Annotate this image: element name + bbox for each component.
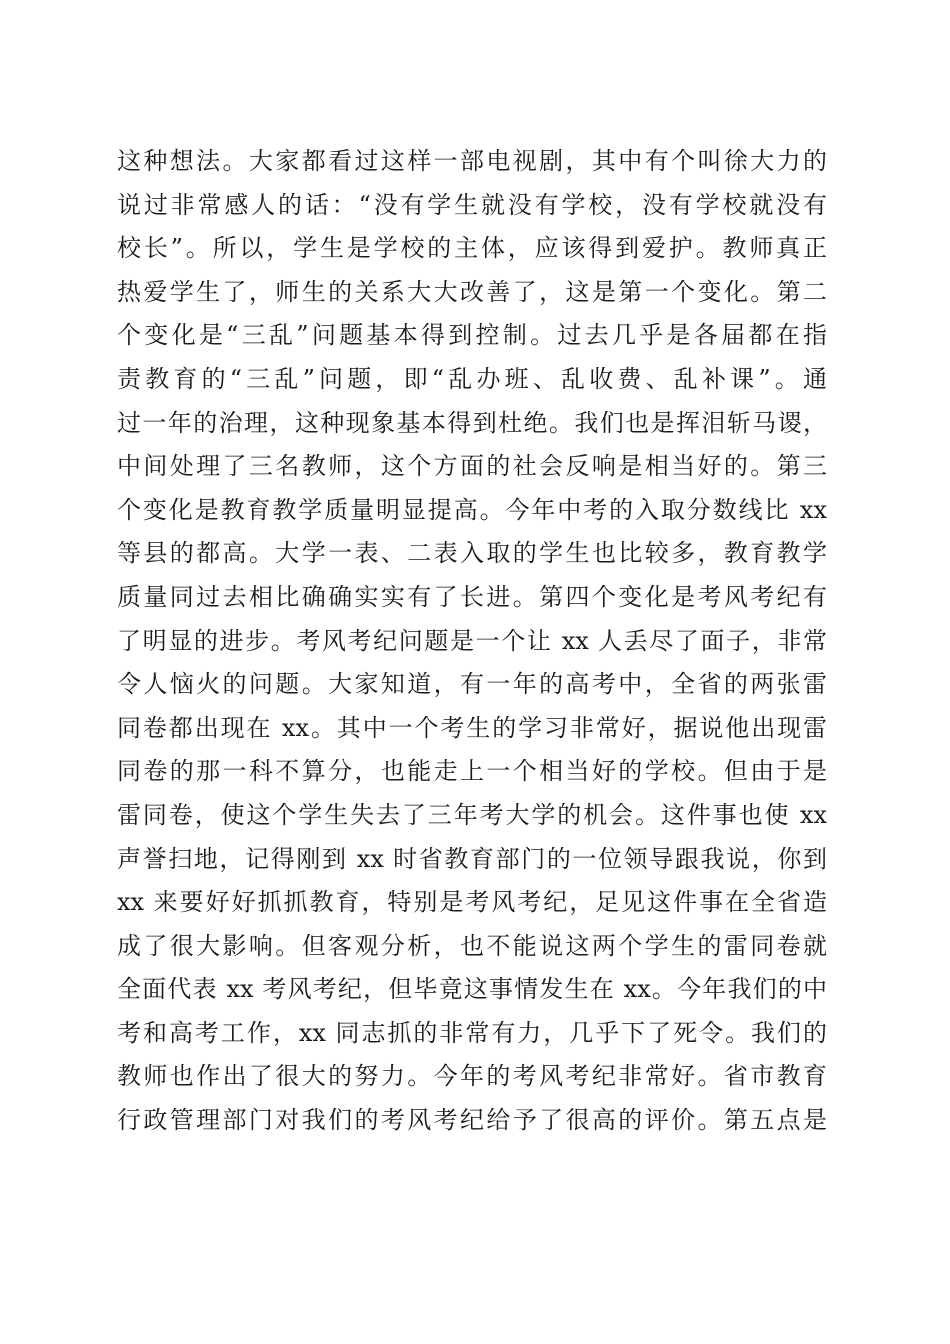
text-line: 说过非常感人的话：“没有学生就没有学校，没有学校就没有	[117, 190, 827, 219]
text-line: 责教育的“三乱”问题，即“乱办班、乱收费、乱补课”。通	[117, 364, 827, 393]
text-line: 热爱学生了，师生的关系大大改善了，这是第一个变化。第二	[117, 277, 827, 306]
text-line: 成了很大影响。但客观分析，也不能说这两个学生的雷同卷就	[117, 931, 827, 960]
text-line: 令人恼火的问题。大家知道，有一年的高考中，全省的两张雷	[117, 670, 827, 699]
text-line: 校长”。所以，学生是学校的主体，应该得到爱护。教师真正	[117, 234, 827, 263]
text-line: 过一年的治理，这种现象基本得到杜绝。我们也是挥泪斩马谡，	[117, 408, 827, 437]
text-line: 个变化是教育教学质量明显提高。今年中考的入取分数线比 xx	[117, 495, 827, 524]
text-line: 了明显的进步。考风考纪问题是一个让 xx 人丢尽了面子，非常	[117, 626, 827, 655]
text-line: 个变化是“三乱”问题基本得到控制。过去几乎是各届都在指	[117, 321, 827, 350]
text-line: 雷同卷，使这个学生失去了三年考大学的机会。这件事也使 xx	[117, 800, 827, 829]
text-line: 全面代表 xx 考风考纪，但毕竟这事情发生在 xx。今年我们的中	[117, 975, 827, 1004]
text-line: 等县的都高。大学一表、二表入取的学生也比较多，教育教学	[117, 539, 827, 568]
text-line: 这种想法。大家都看过这样一部电视剧，其中有个叫徐大力的	[117, 147, 827, 175]
text-line: 声誉扫地，记得刚到 xx 时省教育部门的一位领导跟我说，你到	[117, 844, 827, 873]
text-line: 中间处理了三名教师，这个方面的社会反响是相当好的。第三	[117, 452, 827, 481]
text-line: 教师也作出了很大的努力。今年的考风考纪非常好。省市教育	[117, 1062, 827, 1091]
text-line: 行政管理部门对我们的考风考纪给予了很高的评价。第五点是	[117, 1106, 827, 1135]
text-line: xx 来要好好抓抓教育，特别是考风考纪，足见这件事在全省造	[117, 888, 827, 917]
body-text	[117, 140, 827, 1143]
text-line: 同卷都出现在 xx。其中一个考生的学习非常好，据说他出现雷	[117, 713, 827, 742]
text-line: 质量同过去相比确确实实有了长进。第四个变化是考风考纪有	[117, 582, 827, 611]
text-line: 同卷的那一科不算分，也能走上一个相当好的学校。但由于是	[117, 757, 827, 786]
text-line: 考和高考工作，xx 同志抓的非常有力，几乎下了死令。我们的	[117, 1018, 827, 1047]
